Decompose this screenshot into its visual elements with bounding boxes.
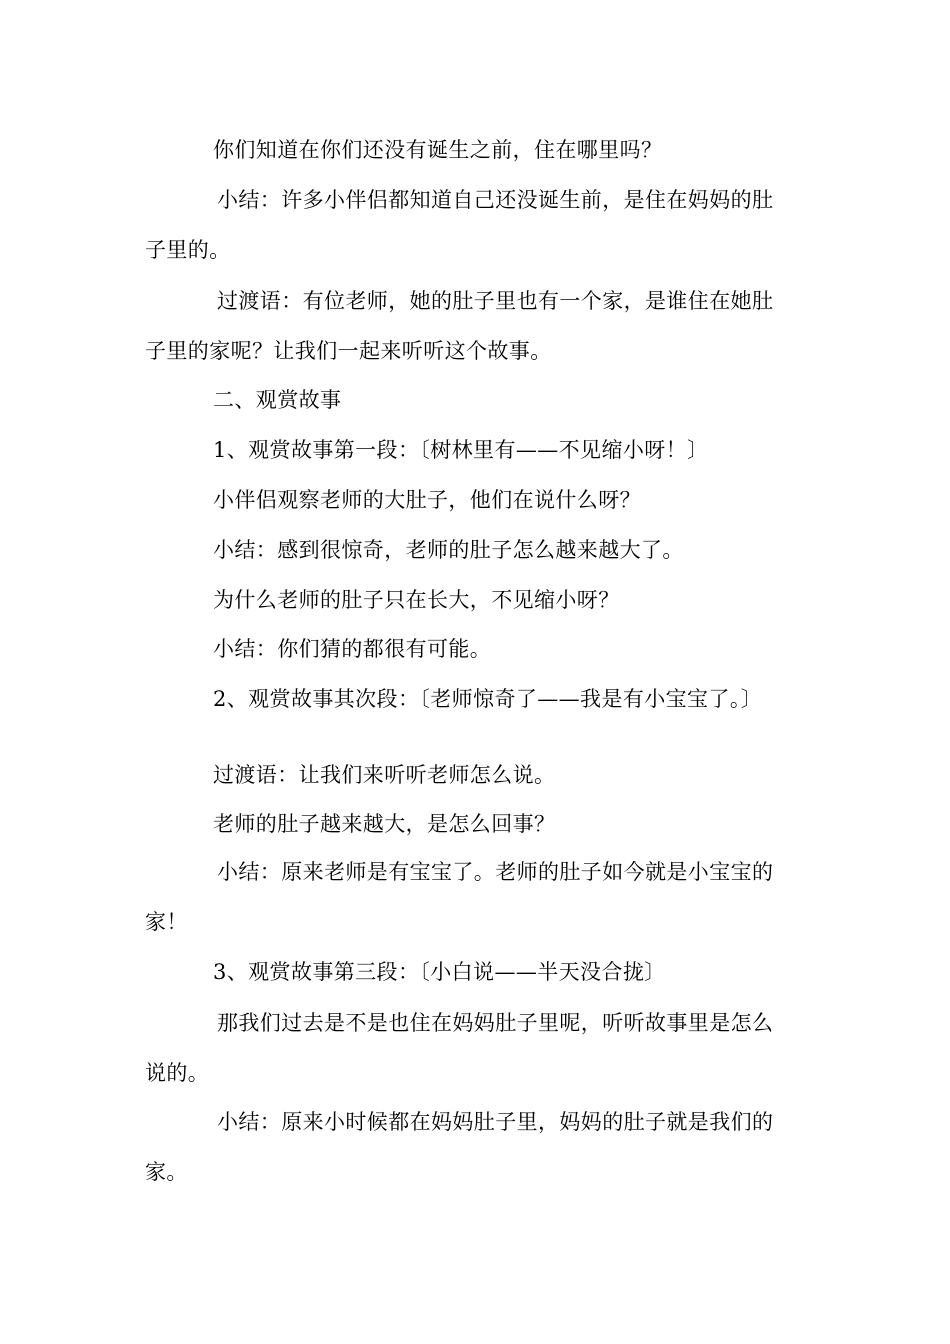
paragraph-line: 说的。 bbox=[145, 1061, 210, 1085]
paragraph-line: 小伴侣观察老师的大肚子，他们在说什么呀？ bbox=[213, 488, 641, 512]
paragraph-line: 1、观赏故事第一段：〔树林里有——不见缩小呀！〕 bbox=[213, 438, 709, 462]
paragraph-line: 小结：原来小时候都在妈妈肚子里，妈妈的肚子就是我们的 bbox=[217, 1110, 774, 1134]
paragraph-line: 过渡语：让我们来听听老师怎么说。 bbox=[213, 763, 556, 787]
paragraph-line: 子里的家呢？让我们一起来听听这个故事。 bbox=[145, 339, 552, 363]
section-heading: 二、观赏故事 bbox=[213, 388, 342, 412]
paragraph-line: 小结：原来老师是有宝宝了。老师的肚子如今就是小宝宝的 bbox=[217, 860, 774, 884]
paragraph-line: 2、观赏故事其次段：〔老师惊奇了——我是有小宝宝了。〕 bbox=[213, 687, 763, 711]
paragraph-line: 小结：感到很惊奇，老师的肚子怎么越来越大了。 bbox=[213, 538, 684, 562]
paragraph-line: 过渡语：有位老师，她的肚子里也有一个家，是谁住在她肚 bbox=[217, 289, 774, 313]
paragraph-line: 小结：许多小伴侣都知道自己还没诞生前，是住在妈妈的肚 bbox=[217, 188, 774, 212]
paragraph-line: 老师的肚子越来越大，是怎么回事？ bbox=[213, 812, 556, 836]
paragraph-line: 3、观赏故事第三段：〔小白说——半天没合拢〕 bbox=[213, 960, 666, 984]
paragraph-line: 家。 bbox=[145, 1160, 188, 1184]
paragraph-line: 子里的。 bbox=[145, 238, 231, 262]
paragraph-line: 那我们过去是不是也住在妈妈肚子里呢，听听故事里是怎么 bbox=[217, 1011, 774, 1035]
paragraph-line: 为什么老师的肚子只在长大，不见缩小呀？ bbox=[213, 588, 620, 612]
paragraph-line: 家！ bbox=[145, 910, 188, 934]
paragraph-line: 你们知道在你们还没有诞生之前，住在哪里吗？ bbox=[213, 138, 663, 162]
paragraph-line: 小结：你们猜的都很有可能。 bbox=[213, 637, 492, 661]
